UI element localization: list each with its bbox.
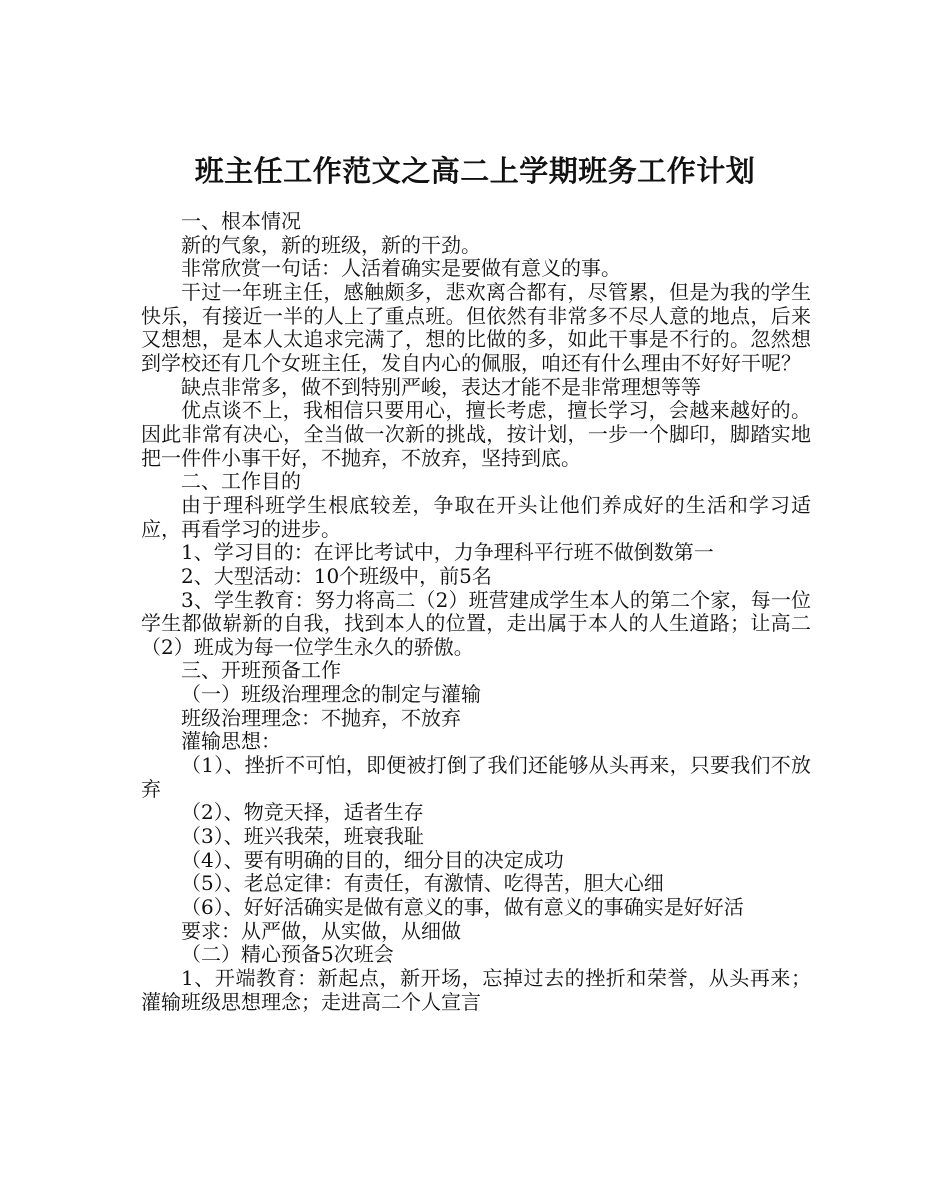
document-title: 班主任工作范文之高二上学期班务工作计划 [194, 154, 756, 189]
list-item: （1）、挫折不可怕，即便被打倒了我们还能够从头再来，只要我们不放弃 [141, 753, 811, 801]
paragraph: 灌输思想： [181, 729, 281, 754]
section-heading-basic-situation: 一、根本情况 [181, 209, 301, 233]
paragraph: 缺点非常多，做不到特别严峻，表达才能不是非常理想等等 [181, 374, 701, 399]
list-item: 2、大型活动：10个班级中，前5名 [181, 563, 492, 588]
list-item: （3）、班兴我荣，班衰我耻 [181, 824, 424, 849]
list-item: 1、开端教育：新起点，新开场，忘掉过去的挫折和荣誉，从头再来；灌输班级思想理念；走进高二个人宣言 [141, 966, 811, 1014]
section-heading-preparation: 三、开班预备工作 [181, 658, 341, 683]
list-item: 1、学习目的：在评比考试中，力争理科平行班不做倒数第一 [181, 540, 714, 565]
paragraph: 新的气象，新的班级，新的干劲。 [181, 232, 481, 257]
subsection-heading: （一）班级治理理念的制定与灌输 [181, 682, 481, 707]
subsection-heading: （二）精心预备5次班会 [181, 942, 394, 967]
list-item: （4）、要有明确的目的，细分目的决定成功 [181, 847, 564, 872]
list-item: （5）、老总定律：有责任，有激情、吃得苦，胆大心细 [181, 871, 664, 896]
document-body [141, 210, 811, 1014]
paragraph: 要求：从严做，从实做，从细做 [181, 918, 461, 943]
list-item: 3、学生教育：努力将高二（2）班营建成学生本人的第二个家，每一位学生都做崭新的自我，找到本人的位置，走出属于本人的人生道路；让高二（2）班成为每一位学生永久的骄傲。 [141, 587, 811, 659]
paragraph: 非常欣赏一句话：人活着确实是要做有意义的事。 [181, 256, 621, 281]
list-item: （6）、好好活确实是做有意义的事，做有意义的事确实是好好活 [181, 895, 744, 920]
paragraph: 优点谈不上，我相信只要用心，擅长考虑，擅长学习，会越来越好的。因此非常有决心，全当做一次新的挑战，按计划，一步一个脚印，脚踏实地把一件件小事干好，不抛弃，不放弃，坚持到底。 [141, 398, 811, 470]
paragraph: 班级治理理念：不抛弃，不放弃 [181, 705, 461, 730]
paragraph: 由于理科班学生根底较差，争取在开头让他们养成好的生活和学习适应，再看学习的进步。 [141, 492, 811, 541]
section-heading-work-goals: 二、工作目的 [181, 469, 301, 494]
list-item: （2）、物竞天择，适者生存 [181, 800, 424, 825]
paragraph: 干过一年班主任，感触颇多，悲欢离合都有，尽管累，但是为我的学生快乐，有接近一半的人上了重点班。但依然有非常多不尽人意的地点，后来又想想，是本人太追求完满了，想的比做的多，如此干事是不行的。忽然想到学校还有几个女班主任，发自内心的佩服，咱还有什么理由不好好干呢？ [141, 279, 811, 375]
